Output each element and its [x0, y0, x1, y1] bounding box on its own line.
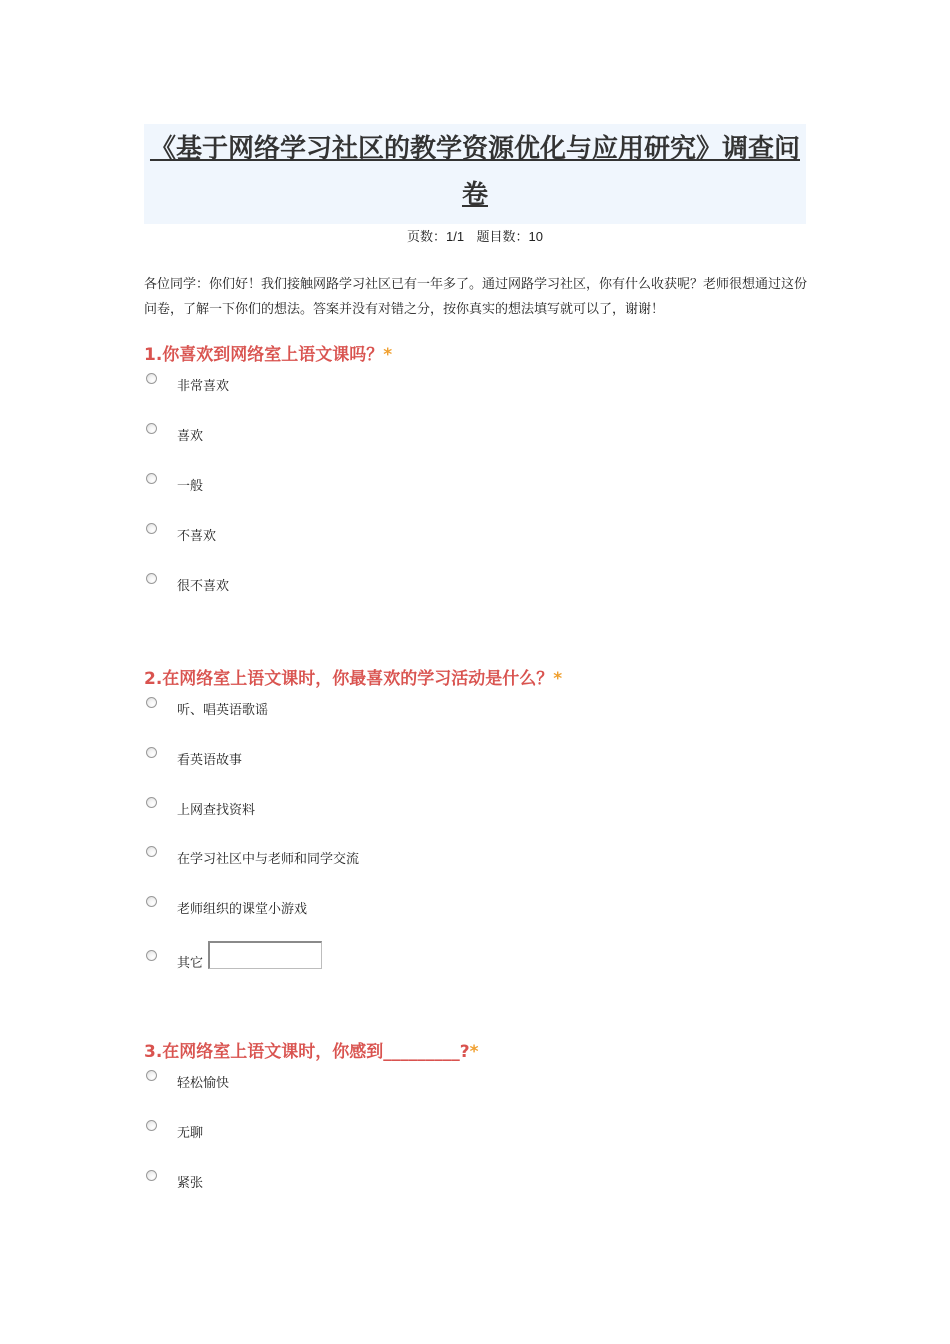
- option-label: 听、唱英语歌谣: [177, 703, 269, 718]
- question-2-title: [144, 668, 562, 690]
- question-1-text: 1.你喜欢到网络室上语文课吗？: [144, 345, 384, 365]
- question-2-text: 2.在网络室上语文课时，你最喜欢的学习活动是什么？: [144, 669, 554, 689]
- other-text-input[interactable]: [208, 941, 322, 969]
- pages-label: 页数：: [407, 230, 447, 245]
- radio-button[interactable]: [146, 423, 157, 434]
- radio-button[interactable]: [146, 1120, 157, 1131]
- q1-option-2[interactable]: [144, 423, 544, 451]
- q3-option-3[interactable]: [144, 1170, 544, 1198]
- radio-button[interactable]: [146, 523, 157, 534]
- option-label: 其它: [177, 956, 204, 971]
- survey-title: 《基于网络学习社区的教学资源优化与应用研究》调查问卷: [149, 134, 800, 210]
- radio-button[interactable]: [146, 473, 157, 484]
- option-label: 在学习社区中与老师和同学交流: [177, 852, 360, 867]
- required-mark: *: [469, 1042, 479, 1062]
- option-label: 很不喜欢: [177, 579, 230, 594]
- option-label: 非常喜欢: [177, 379, 230, 394]
- survey-meta: [144, 228, 806, 247]
- option-label: 轻松愉快: [177, 1076, 230, 1091]
- question-3-text: 3.在网络室上语文课时，你感到_________?: [144, 1042, 470, 1062]
- option-label: 不喜欢: [177, 529, 217, 544]
- option-label: 紧张: [177, 1176, 204, 1191]
- q1-option-3[interactable]: [144, 473, 544, 501]
- q2-option-3[interactable]: [144, 797, 544, 825]
- survey-intro: 各位同学：你们好！我们接触网路学习社区已有一年多了。通过网路学习社区，你有什么收获呢？老师很想通过这份问卷，了解一下你们的想法。答案并没有对错之分，按你真实的想法填写就可以了，谢谢！: [144, 277, 808, 317]
- q2-option-1[interactable]: [144, 697, 544, 725]
- option-label: 喜欢: [177, 429, 204, 444]
- radio-button[interactable]: [146, 1170, 157, 1181]
- q3-option-2[interactable]: [144, 1120, 544, 1148]
- question-count-label: 题目数：: [476, 230, 529, 245]
- radio-button[interactable]: [146, 1070, 157, 1081]
- q1-option-4[interactable]: [144, 523, 544, 551]
- option-label: 上网查找资料: [177, 803, 256, 818]
- option-label: 看英语故事: [177, 753, 243, 768]
- radio-button[interactable]: [146, 697, 157, 708]
- option-label: 老师组织的课堂小游戏: [177, 902, 308, 917]
- radio-button[interactable]: [146, 373, 157, 384]
- q2-option-other[interactable]: [144, 950, 544, 978]
- option-label: 一般: [177, 479, 204, 494]
- radio-button[interactable]: [146, 797, 157, 808]
- radio-button[interactable]: [146, 846, 157, 857]
- required-mark: *: [553, 669, 563, 689]
- question-1-title: [144, 344, 392, 366]
- radio-button[interactable]: [146, 747, 157, 758]
- question-3-title: [144, 1041, 479, 1063]
- question-count-value: 10: [528, 229, 543, 244]
- option-label: 无聊: [177, 1126, 204, 1141]
- q2-option-5[interactable]: [144, 896, 544, 924]
- q1-option-1[interactable]: [144, 373, 544, 401]
- q3-option-1[interactable]: [144, 1070, 544, 1098]
- radio-button[interactable]: [146, 573, 157, 584]
- pages-value: 1/1: [446, 229, 465, 244]
- required-mark: *: [383, 345, 393, 365]
- q1-option-5[interactable]: [144, 573, 544, 601]
- q2-option-4[interactable]: [144, 846, 544, 874]
- radio-button[interactable]: [146, 896, 157, 907]
- q2-option-2[interactable]: [144, 747, 544, 775]
- radio-button[interactable]: [146, 950, 157, 961]
